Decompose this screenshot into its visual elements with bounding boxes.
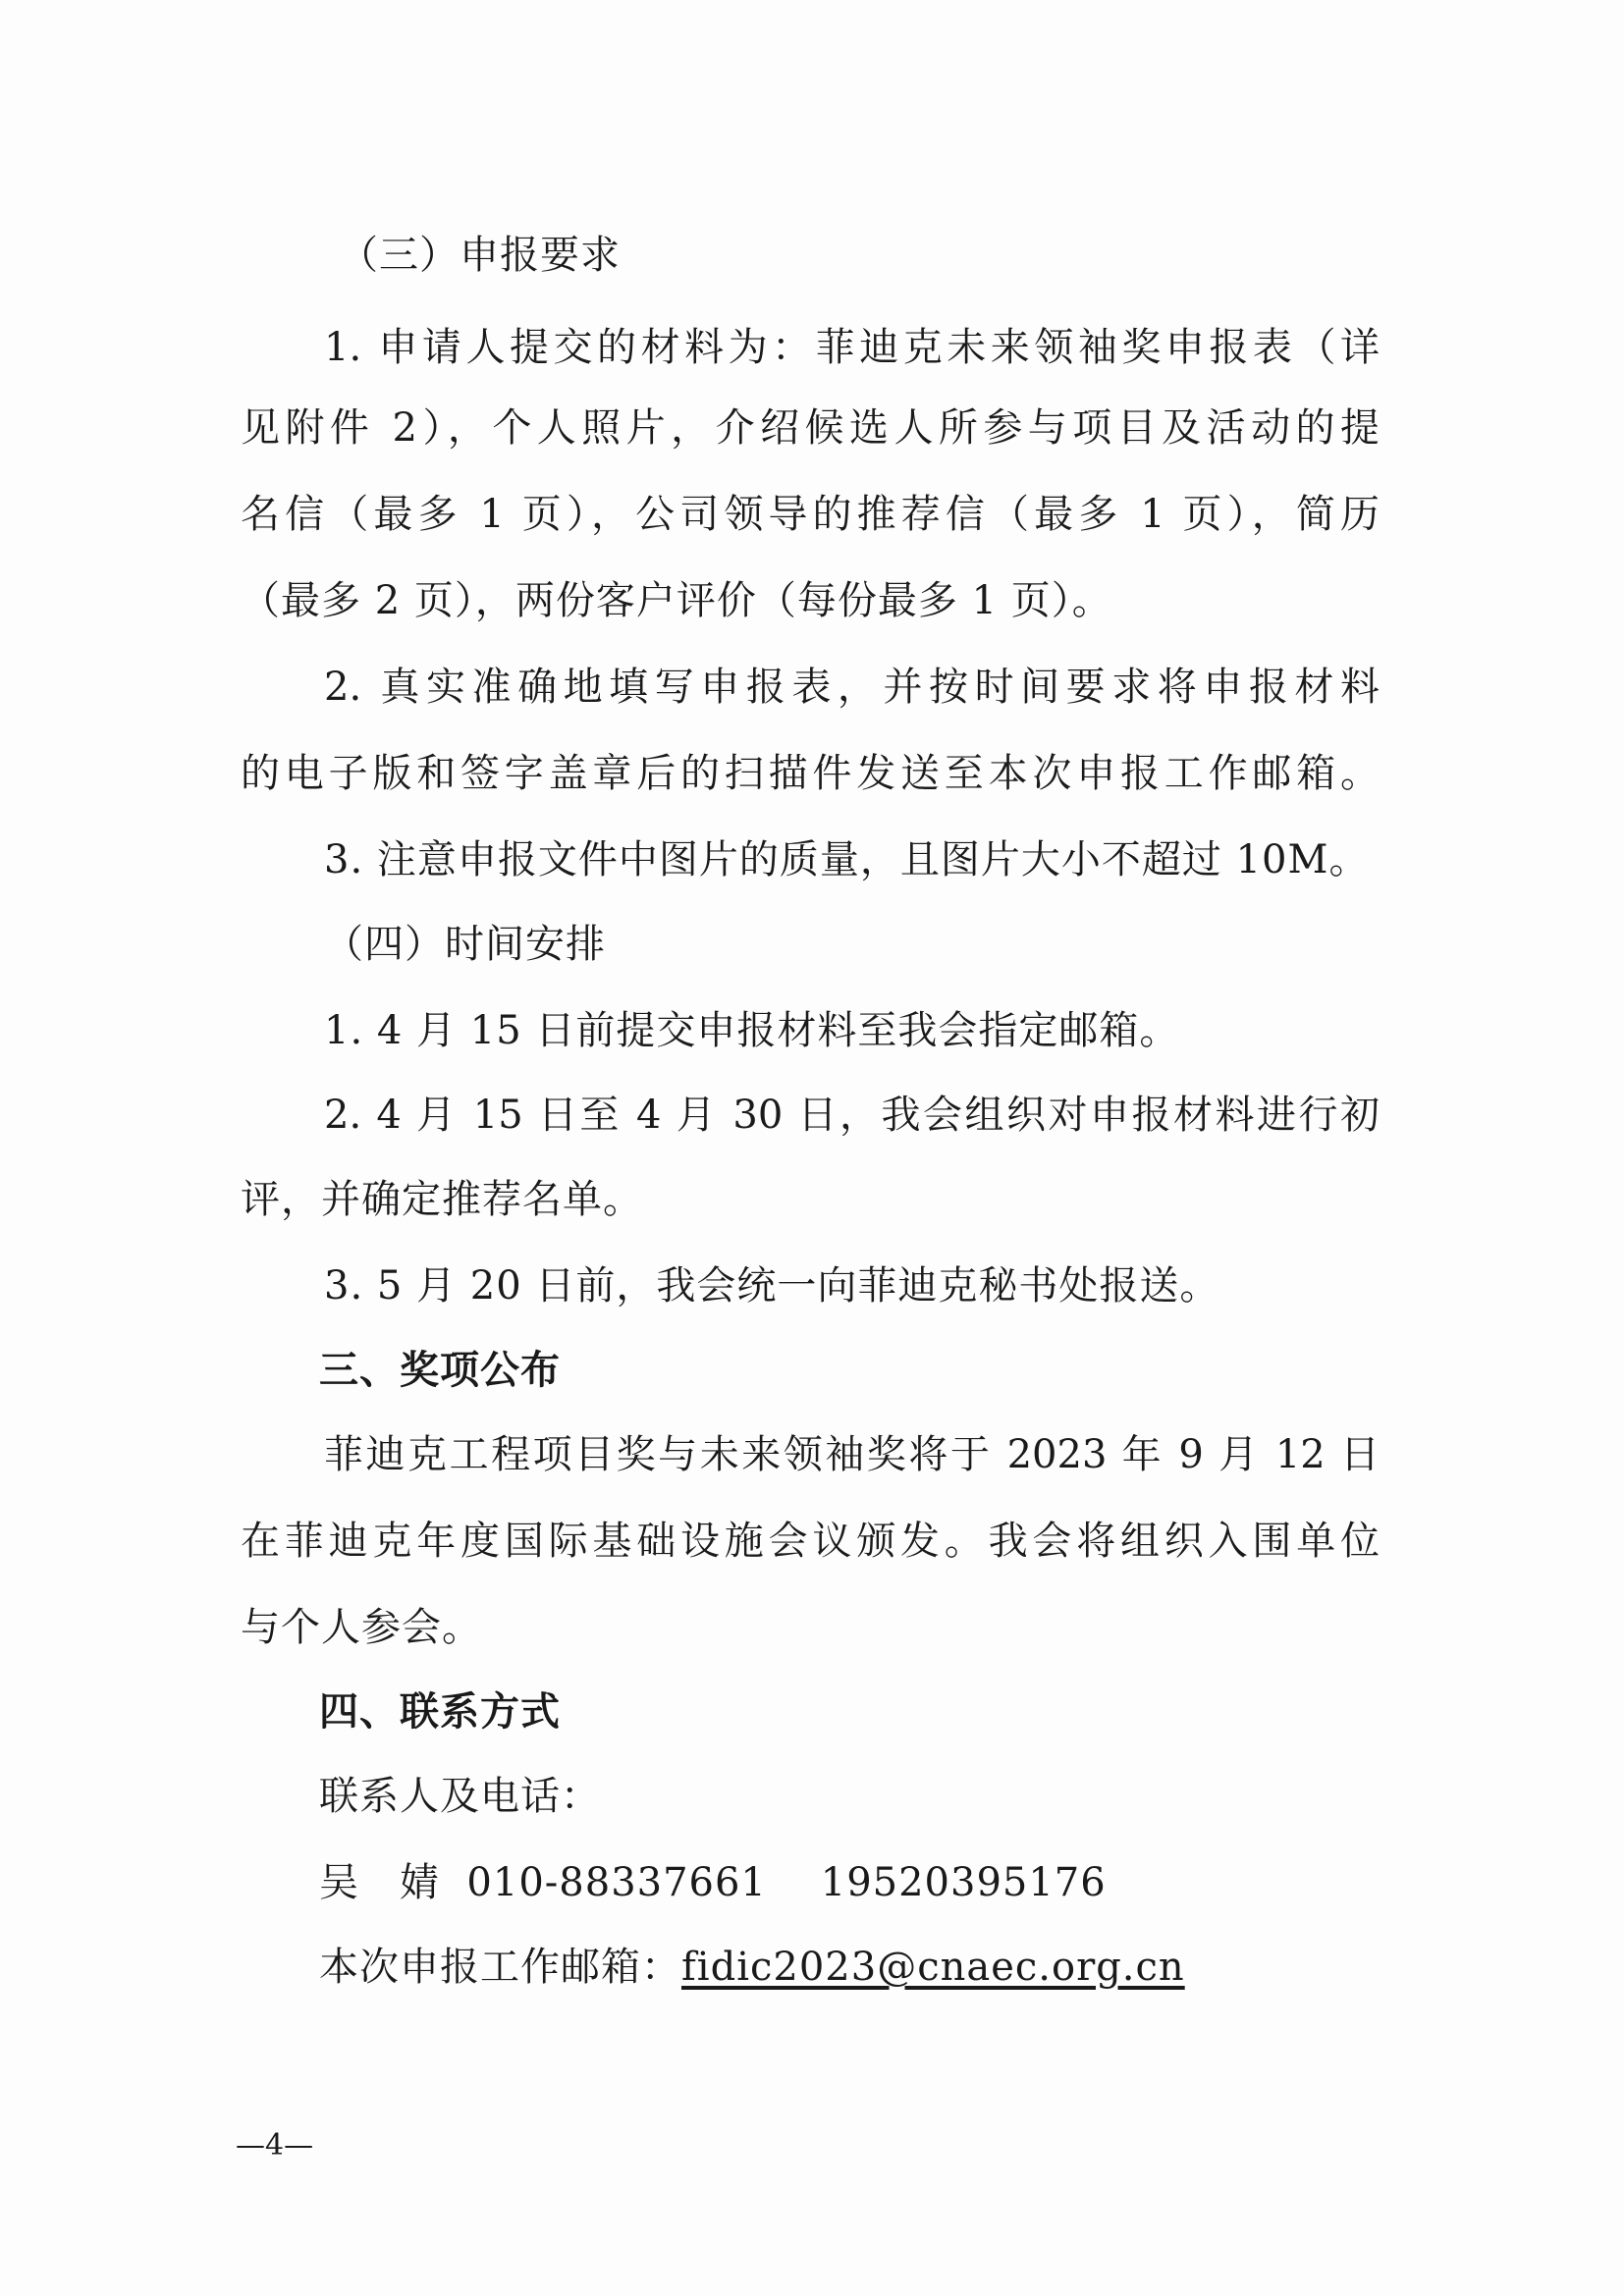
email-label: 本次申报工作邮箱： xyxy=(319,1945,681,1990)
section-4-heading: （四）时间安排 xyxy=(324,922,606,967)
schedule-item-2-line-2: 评，并确定推荐名单。 xyxy=(241,1177,643,1222)
email-row xyxy=(319,1944,1185,1991)
item-1-line-2: 见附件 2），个人照片，介绍候选人所参与项目及活动的提 xyxy=(241,405,1380,451)
contact-label: 联系人及电话： xyxy=(319,1774,601,1819)
schedule-item-2-line-1: 2. 4 月 15 日至 4 月 30 日，我会组织对申报材料进行初 xyxy=(324,1093,1380,1138)
awards-heading: 三、奖项公布 xyxy=(319,1348,561,1393)
awards-line-2: 在菲迪克年度国际基础设施会议颁发。我会将组织入围单位 xyxy=(241,1519,1380,1564)
page-number: —4— xyxy=(236,2128,314,2163)
item-1-line-3: 名信（最多 1 页），公司领导的推荐信（最多 1 页），简历 xyxy=(241,492,1380,537)
item-1-line-4: （最多 2 页），两份客户评价（每份最多 1 页）。 xyxy=(241,578,1112,623)
schedule-item-3: 3. 5 月 20 日前，我会统一向菲迪克秘书处报送。 xyxy=(324,1263,1220,1308)
item-2-line-1: 2. 真实准确地填写申报表，并按时间要求将申报材料 xyxy=(324,665,1380,710)
item-1-line-1: 1. 申请人提交的材料为：菲迪克未来领袖奖申报表（详 xyxy=(324,325,1380,370)
item-2-line-2: 的电子版和签字盖章后的扫描件发送至本次申报工作邮箱。 xyxy=(241,751,1380,796)
awards-line-3: 与个人参会。 xyxy=(241,1605,482,1650)
item-3-line: 3. 注意申报文件中图片的质量，且图片大小不超过 10M。 xyxy=(324,837,1370,882)
section-3-heading: （三）申报要求 xyxy=(339,233,621,278)
email-link[interactable]: fidic2023@cnaec.org.cn xyxy=(681,1945,1185,1990)
contact-heading: 四、联系方式 xyxy=(319,1689,561,1735)
awards-line-1: 菲迪克工程项目奖与未来领袖奖将于 2023 年 9 月 12 日 xyxy=(324,1432,1380,1477)
schedule-item-1: 1. 4 月 15 日前提交申报材料至我会指定邮箱。 xyxy=(324,1008,1180,1053)
contact-person-phone: 吴 婧 010-88337661 19520395176 xyxy=(319,1860,1107,1905)
